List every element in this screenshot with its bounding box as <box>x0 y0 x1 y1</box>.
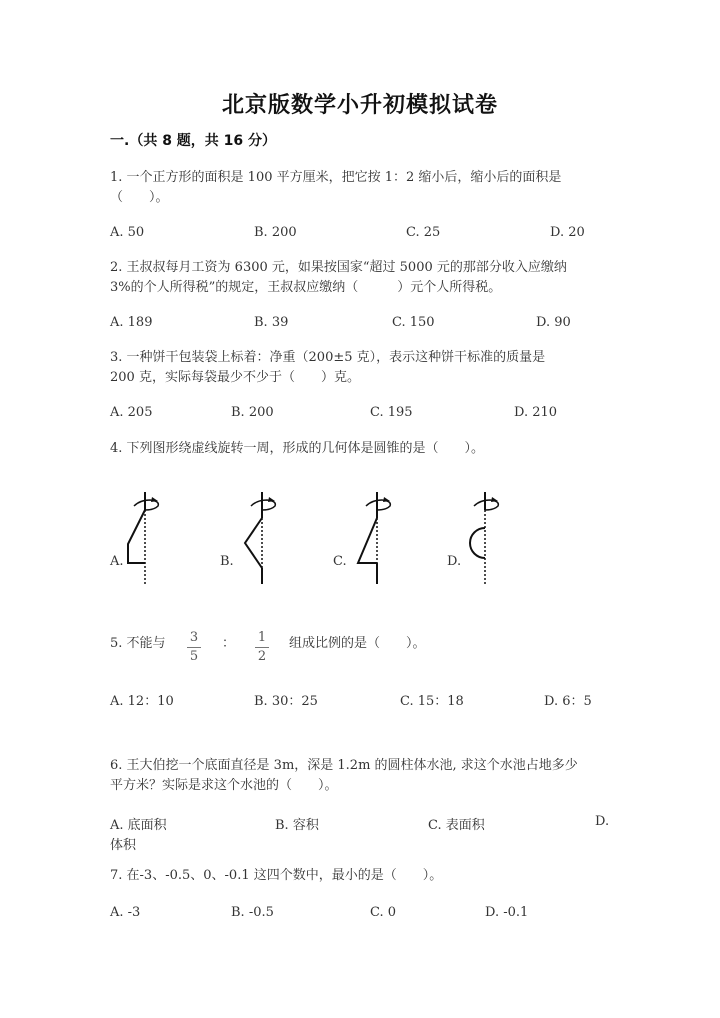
question-text: 4. 下列图形绕虚线旋转一周，形成的几何体是圆锥的是（ ）。 <box>110 441 485 456</box>
option-b[interactable]: B. 39 <box>254 315 289 330</box>
option-b[interactable]: B. 容积 <box>275 818 319 833</box>
question-text: 3. 一种饼干包装袋上标着：净重（200±5 克），表示这种饼干标准的质量是 <box>110 350 546 365</box>
option-a[interactable]: A. 50 <box>110 225 145 240</box>
option-d[interactable]: D. 6：5 <box>544 694 592 709</box>
question-text: 200 克，实际每袋最少不少于（ ）克。 <box>110 370 360 385</box>
section-header: 一.（共 8 题，共 16 分） <box>110 133 277 149</box>
option-a[interactable]: A. -3 <box>110 905 141 920</box>
option-d[interactable]: D. -0.1 <box>485 905 529 920</box>
question-text: 2. 王叔叔每月工资为 6300 元，如果按国家“超过 5000 元的那部分收入应缴纳 <box>110 260 567 275</box>
figure-c-right-triangle-icon[interactable] <box>352 488 402 588</box>
page-title: 北京版数学小升初模拟试卷 <box>221 93 498 118</box>
option-a[interactable]: A. 底面积 <box>110 818 167 833</box>
option-a[interactable]: A. 12：10 <box>110 694 174 709</box>
option-a[interactable]: A. 205 <box>110 405 153 420</box>
option-b[interactable]: B. 200 <box>254 225 297 240</box>
question-text: 7. 在-3、-0.5、0、-0.1 这四个数中，最小的是（ ）。 <box>110 868 443 883</box>
figure-c-label[interactable]: C. <box>333 554 347 569</box>
question-text: 6. 王大伯挖一个底面直径是 3m，深是 1.2m 的圆柱体水池, 求这个水池占地多少 <box>110 758 578 773</box>
question-text: 3%的个人所得税”的规定，王叔叔应缴纳（ ）元个人所得税。 <box>110 280 502 295</box>
fraction-1-2: 1 2 <box>255 630 269 665</box>
option-c[interactable]: C. 150 <box>392 315 435 330</box>
option-a[interactable]: A. 189 <box>110 315 153 330</box>
fraction-3-5: 3 5 <box>187 630 201 665</box>
question-text: （ ）。 <box>110 190 169 205</box>
option-c[interactable]: C. 195 <box>370 405 413 420</box>
question-suffix: 组成比例的是（ ）。 <box>289 636 426 651</box>
figure-d-label[interactable]: D. <box>447 554 462 569</box>
figure-b-label[interactable]: B. <box>220 554 234 569</box>
option-d[interactable]: D. 20 <box>550 225 585 240</box>
figure-b-triangle-icon[interactable] <box>237 488 287 588</box>
figure-a-label[interactable]: A. <box>110 554 124 569</box>
question-prefix: 5. 不能与 <box>110 636 166 651</box>
option-b[interactable]: B. 30：25 <box>254 694 318 709</box>
option-b[interactable]: B. -0.5 <box>231 905 274 920</box>
question-text: 1. 一个正方形的面积是 100 平方厘米，把它按 1：2 缩小后，缩小后的面积是 <box>110 170 562 185</box>
option-c[interactable]: C. 0 <box>370 905 397 920</box>
option-c[interactable]: C. 15：18 <box>400 694 464 709</box>
option-c[interactable]: C. 表面积 <box>428 818 485 833</box>
option-c[interactable]: C. 25 <box>406 225 441 240</box>
figure-a-trapezoid-icon[interactable] <box>120 488 170 588</box>
option-d[interactable]: D. 210 <box>514 405 558 420</box>
option-d[interactable]: D. <box>595 814 610 829</box>
option-d[interactable]: D. 90 <box>536 315 571 330</box>
ratio-colon: ： <box>222 636 236 651</box>
option-d-wrap[interactable]: 体积 <box>110 838 137 853</box>
option-b[interactable]: B. 200 <box>231 405 274 420</box>
question-text: 平方米？实际是求这个水池的（ ）。 <box>110 778 338 793</box>
figure-d-semicircle-icon[interactable] <box>460 488 510 588</box>
